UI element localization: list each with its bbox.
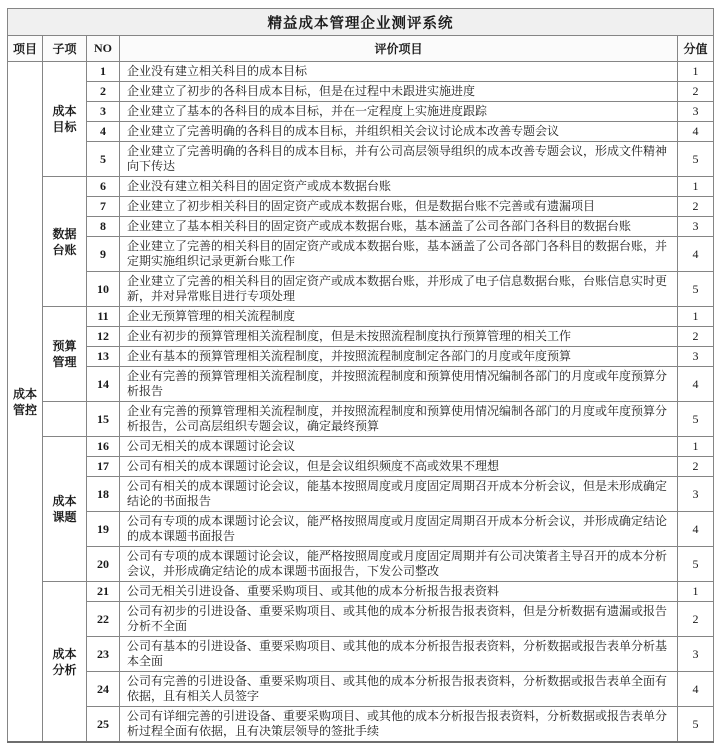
no-cell: 18 [87, 477, 120, 512]
subitem-group-cell: 成本目标 [43, 62, 87, 177]
table-row [8, 272, 714, 307]
score-cell: 5 [678, 547, 714, 582]
no-cell: 8 [87, 217, 120, 237]
item-cell: 企业建立了完善明确的各科目的成本目标，并有公司高层领导组织的成本改善专题会议，形成文件精神向下传达 [120, 142, 678, 177]
table-row [8, 177, 714, 197]
score-cell: 3 [678, 217, 714, 237]
table-row [8, 582, 714, 602]
score-cell: 3 [678, 637, 714, 672]
no-cell: 5 [87, 142, 120, 177]
no-cell: 12 [87, 327, 120, 347]
score-cell: 1 [678, 62, 714, 82]
table-row [8, 547, 714, 582]
item-cell: 公司有相关的成本课题讨论会议，但是会议组织频度不高或效果不理想 [120, 457, 678, 477]
no-cell: 15 [87, 402, 120, 437]
item-cell: 企业建立了基本相关科目的固定资产或成本数据台账，基本涵盖了公司各部门各科目的数据台账 [120, 217, 678, 237]
item-cell: 公司有详细完善的引进设备、重要采购项目、或其他的成本分析报告报表资料，分析数据或报告表单分析过程全面有依据，且有决策层领导的签批手续 [120, 707, 678, 743]
item-cell: 企业无预算管理的相关流程制度 [120, 307, 678, 327]
no-cell: 13 [87, 347, 120, 367]
no-cell: 24 [87, 672, 120, 707]
no-cell: 14 [87, 367, 120, 402]
score-cell: 4 [678, 122, 714, 142]
subitem-group-cell: 成本课题 [43, 437, 87, 582]
table-row [8, 437, 714, 457]
item-cell: 公司无相关的成本课题讨论会议 [120, 437, 678, 457]
header-subitem: 子项 [43, 36, 87, 62]
table-row [8, 512, 714, 547]
page-title: 精益成本管理企业测评系统 [8, 9, 714, 36]
no-cell: 4 [87, 122, 120, 142]
score-cell: 4 [678, 672, 714, 707]
score-cell: 1 [678, 177, 714, 197]
item-cell: 企业建立了初步相关科目的固定资产或成本数据台账，但是数据台账不完善或有遗漏项目 [120, 197, 678, 217]
item-cell: 企业没有建立相关科目的成本目标 [120, 62, 678, 82]
no-cell: 1 [87, 62, 120, 82]
score-cell: 2 [678, 457, 714, 477]
table-row [8, 122, 714, 142]
table-row [8, 327, 714, 347]
no-cell: 9 [87, 237, 120, 272]
table-row [8, 217, 714, 237]
no-cell: 16 [87, 437, 120, 457]
table-row [8, 82, 714, 102]
item-cell: 企业有完善的预算管理相关流程制度，并按照流程制度和预算使用情况编制各部门的月度或年度预算分析报告 [120, 367, 678, 402]
no-cell: 2 [87, 82, 120, 102]
item-cell: 企业有基本的预算管理相关流程制度，并按照流程制度制定各部门的月度或年度预算 [120, 347, 678, 367]
table-row [8, 102, 714, 122]
header-score: 分值 [678, 36, 714, 62]
subitem-group-cell [43, 402, 87, 437]
item-cell: 公司无相关引进设备、重要采购项目、或其他的成本分析报告报表资料 [120, 582, 678, 602]
score-cell: 4 [678, 367, 714, 402]
no-cell: 17 [87, 457, 120, 477]
score-cell: 5 [678, 142, 714, 177]
score-cell: 3 [678, 102, 714, 122]
table-body [8, 62, 714, 743]
score-cell: 1 [678, 307, 714, 327]
table-row [8, 707, 714, 743]
no-cell: 25 [87, 707, 120, 743]
item-cell: 企业建立了完善的相关科目的固定资产或成本数据台账，并形成了电子信息数据台账，台账信息实时更新，并对异常账目进行专项处理 [120, 272, 678, 307]
table-row [8, 62, 714, 82]
item-cell: 企业建立了初步的各科目成本目标，但是在过程中未跟进实施进度 [120, 82, 678, 102]
score-cell: 5 [678, 272, 714, 307]
no-cell: 19 [87, 512, 120, 547]
item-cell: 公司有相关的成本课题讨论会议，能基本按照周度或月度固定周期召开成本分析会议，但是未形成确定结论的书面报告 [120, 477, 678, 512]
item-cell: 企业没有建立相关科目的固定资产或成本数据台账 [120, 177, 678, 197]
header-item: 评价项目 [120, 36, 678, 62]
item-cell: 公司有专项的成本课题讨论会议，能严格按照周度或月度固定周期召开成本分析会议，并形成确定结论的成本课题书面报告 [120, 512, 678, 547]
score-cell: 3 [678, 347, 714, 367]
score-cell: 1 [678, 582, 714, 602]
no-cell: 6 [87, 177, 120, 197]
subitem-group-cell: 成本分析 [43, 582, 87, 743]
table-row [8, 637, 714, 672]
subitem-group-cell: 数据台账 [43, 177, 87, 307]
no-cell: 10 [87, 272, 120, 307]
table-row [8, 307, 714, 327]
item-cell: 公司有基本的引进设备、重要采购项目、或其他的成本分析报告报表资料，分析数据或报告表单分析基本全面 [120, 637, 678, 672]
table-row [8, 402, 714, 437]
no-cell: 22 [87, 602, 120, 637]
score-cell: 2 [678, 197, 714, 217]
table-row [8, 457, 714, 477]
score-cell: 2 [678, 82, 714, 102]
score-cell: 5 [678, 402, 714, 437]
no-cell: 3 [87, 102, 120, 122]
column-header-row [8, 36, 714, 62]
no-cell: 11 [87, 307, 120, 327]
item-cell: 企业建立了完善的相关科目的固定资产或成本数据台账，基本涵盖了公司各部门各科目的数据台账，并定期实施组织记录更新台账工作 [120, 237, 678, 272]
score-cell: 2 [678, 327, 714, 347]
header-project: 项目 [8, 36, 43, 62]
item-cell: 企业有完善的预算管理相关流程制度，并按照流程制度和预算使用情况编制各部门的月度或年度预算分析报告，公司高层组织专题会议，确定最终预算 [120, 402, 678, 437]
subitem-group-cell: 预算管理 [43, 307, 87, 402]
item-cell: 企业建立了完善明确的各科目的成本目标，并组织相关会议讨论成本改善专题会议 [120, 122, 678, 142]
table-row [8, 197, 714, 217]
score-cell: 3 [678, 477, 714, 512]
header-no: NO [87, 36, 120, 62]
table-row [8, 367, 714, 402]
no-cell: 23 [87, 637, 120, 672]
no-cell: 21 [87, 582, 120, 602]
project-cell: 成本管控 [8, 62, 43, 743]
score-cell: 2 [678, 602, 714, 637]
evaluation-table [7, 8, 714, 743]
score-cell: 4 [678, 512, 714, 547]
item-cell: 公司有初步的引进设备、重要采购项目、或其他的成本分析报告报表资料，但是分析数据有遗漏或报告分析不全面 [120, 602, 678, 637]
title-row [8, 9, 714, 36]
score-cell: 1 [678, 437, 714, 457]
table-row [8, 347, 714, 367]
no-cell: 7 [87, 197, 120, 217]
table-row [8, 237, 714, 272]
score-cell: 4 [678, 237, 714, 272]
table-row [8, 672, 714, 707]
table-row [8, 142, 714, 177]
item-cell: 企业有初步的预算管理相关流程制度，但是未按照流程制度执行预算管理的相关工作 [120, 327, 678, 347]
item-cell: 企业建立了基本的各科目的成本目标，并在一定程度上实施进度跟踪 [120, 102, 678, 122]
item-cell: 公司有完善的引进设备、重要采购项目、或其他的成本分析报告报表资料，分析数据或报告表单全面有依据，且有相关人员签字 [120, 672, 678, 707]
score-cell: 5 [678, 707, 714, 743]
item-cell: 公司有专项的成本课题讨论会议，能严格按照周度或月度固定周期并有公司决策者主导召开的成本分析会议，并形成确定结论的成本课题书面报告，下发公司整改 [120, 547, 678, 582]
no-cell: 20 [87, 547, 120, 582]
table-row [8, 602, 714, 637]
table-row [8, 477, 714, 512]
